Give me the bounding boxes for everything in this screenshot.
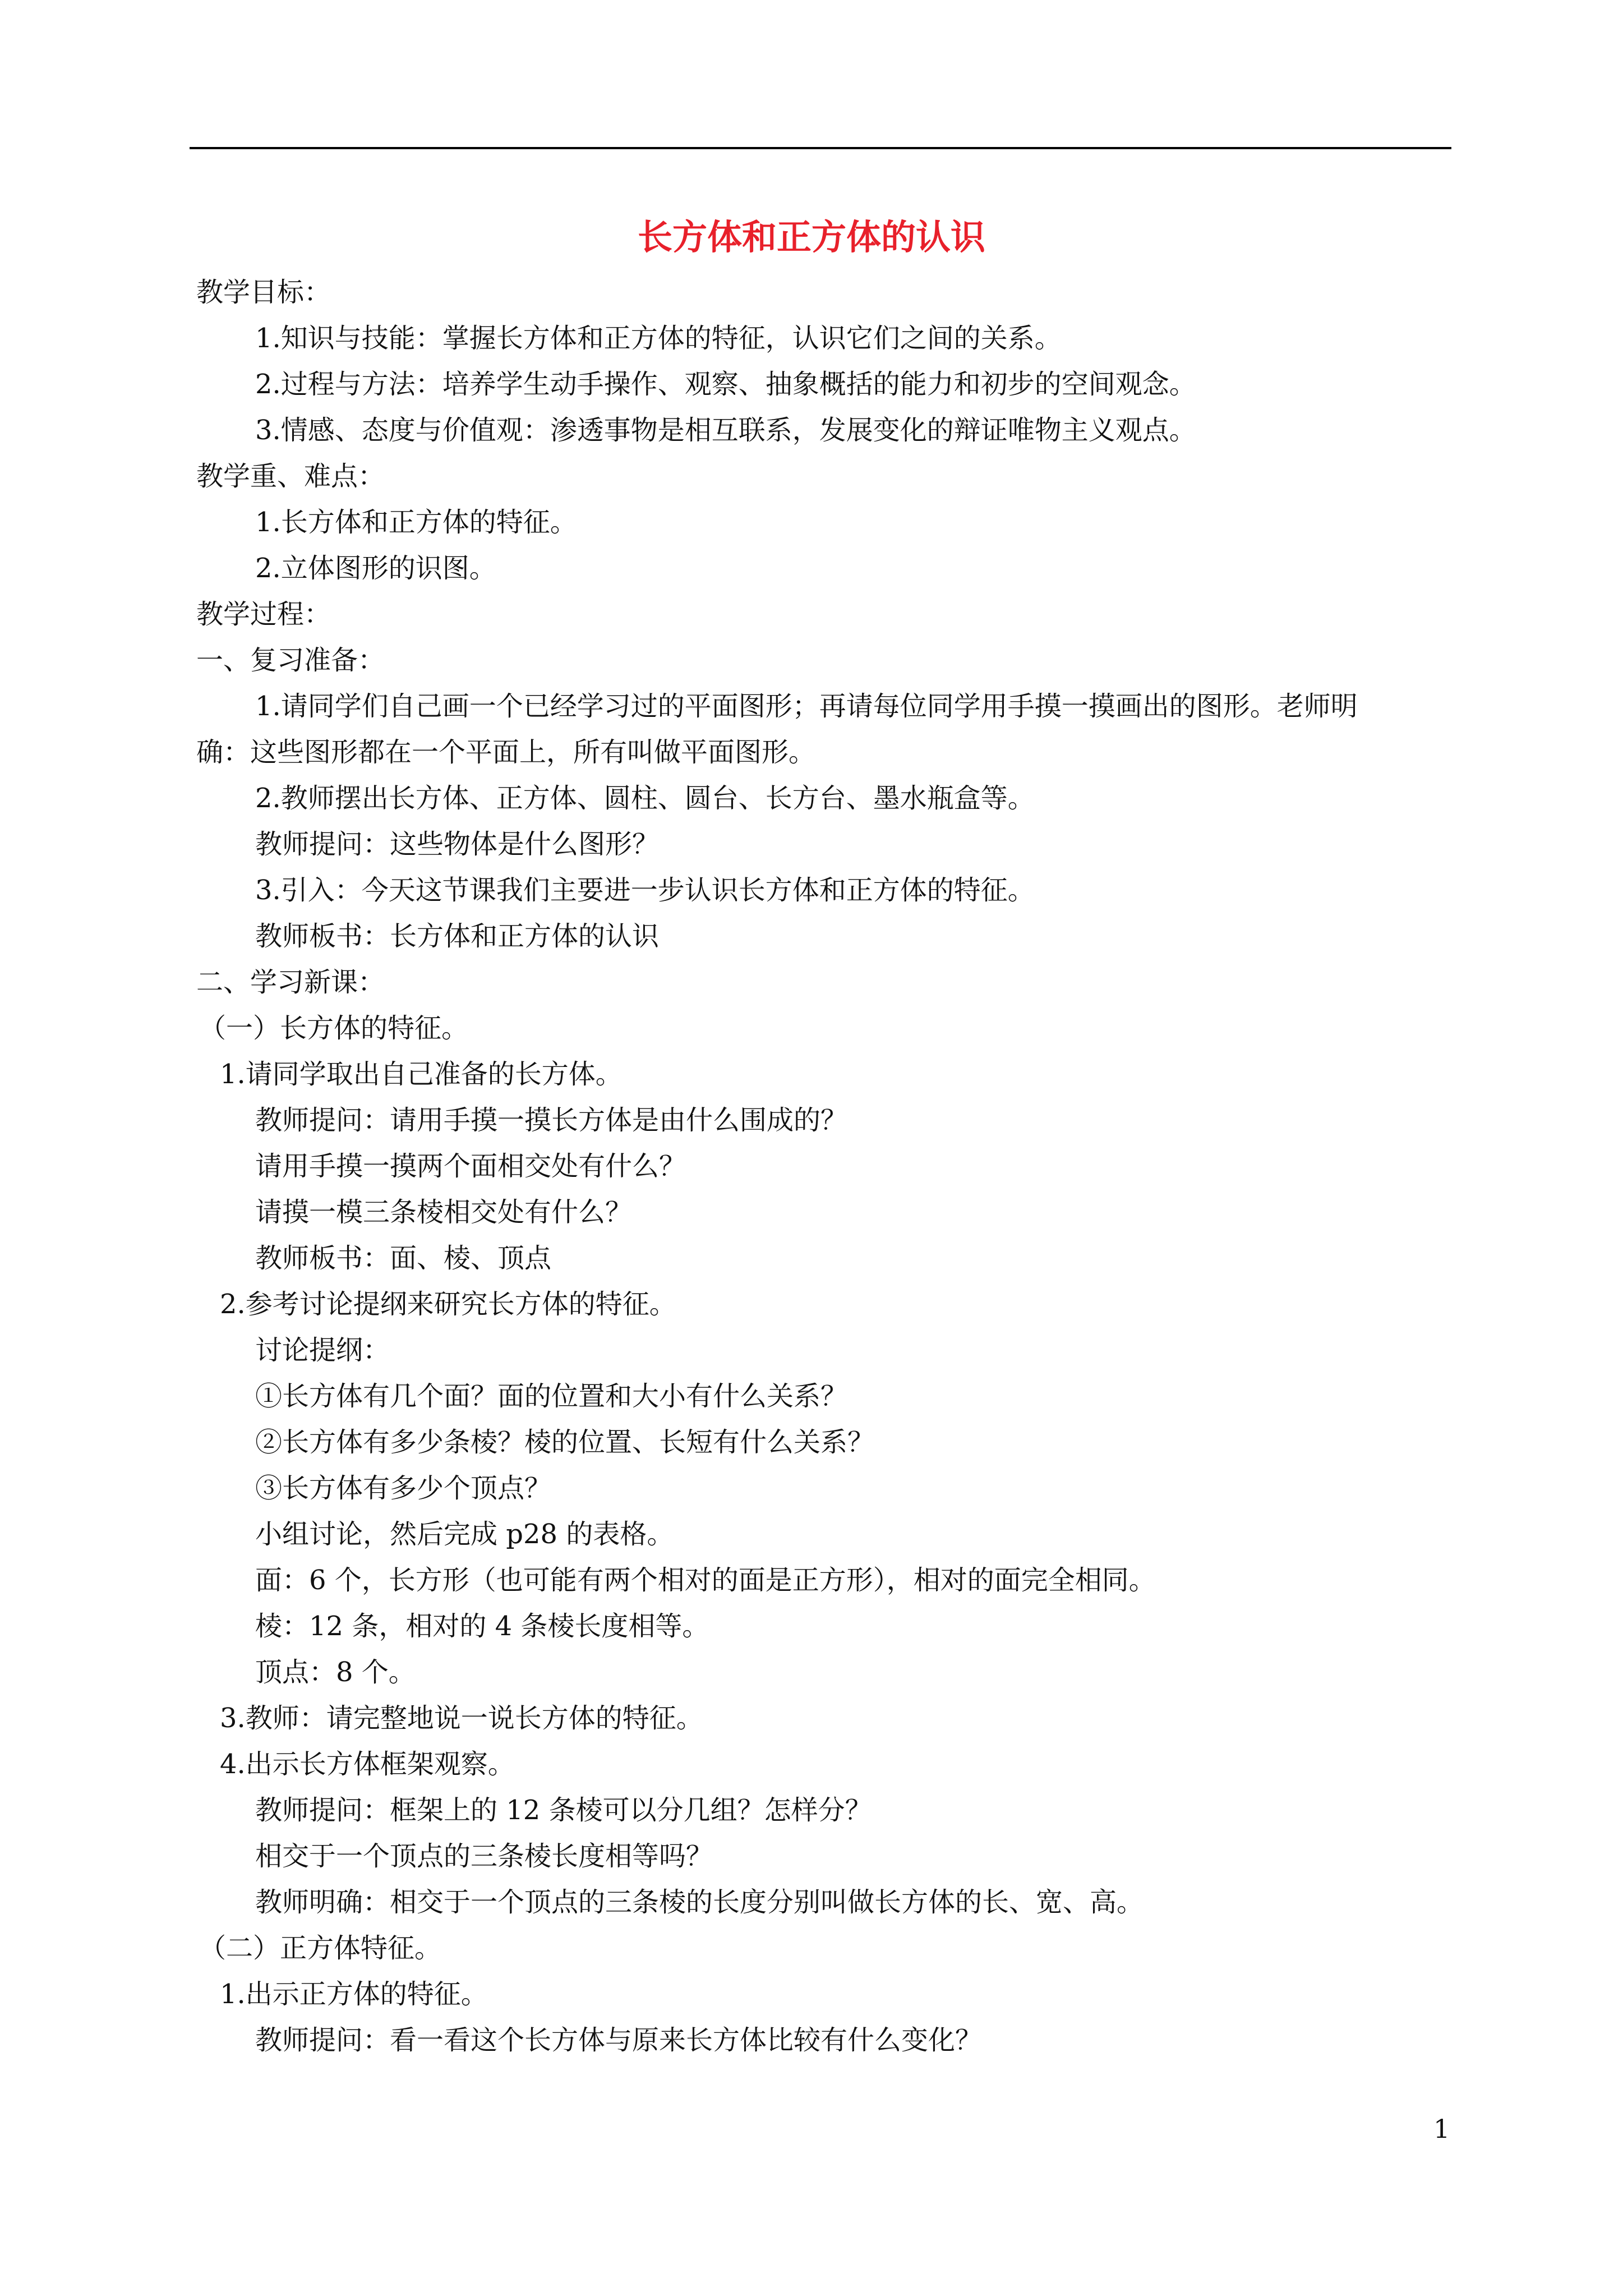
subsection-heading: （二）正方体特征。 <box>199 1932 442 1964</box>
objective-item: 2.过程与方法：培养学生动手操作、观察、抽象概括的能力和初步的空间观念。 <box>255 369 1196 400</box>
body-line: 3.引入：今天这节课我们主要进一步认识长方体和正方体的特征。 <box>255 875 1035 906</box>
subsection-heading: （一）长方体的特征。 <box>199 1013 469 1044</box>
body-line: 请摸一模三条棱相交处有什么？ <box>255 1197 633 1228</box>
body-line: 棱：12 条，相对的 4 条棱长度相等。 <box>255 1611 709 1642</box>
numbered-item: 1.出示正方体的特征。 <box>220 1978 488 2010</box>
document-title: 长方体和正方体的认识 <box>637 217 985 257</box>
body-line: 确：这些图形都在一个平面上，所有叫做平面图形。 <box>196 737 816 768</box>
numbered-item: 2.参考讨论提纲来研究长方体的特征。 <box>220 1289 676 1320</box>
section-heading: 一、复习准备： <box>196 645 385 676</box>
discussion-item: ②长方体有多少条棱？棱的位置、长短有什么关系？ <box>255 1427 875 1458</box>
body-line: 教师提问：框架上的 12 条棱可以分几组？怎样分？ <box>255 1795 872 1826</box>
body-line: 请用手摸一摸两个面相交处有什么？ <box>255 1151 686 1182</box>
body-line: 教师板书：面、棱、顶点 <box>255 1243 552 1274</box>
discussion-item: ③长方体有多少个顶点？ <box>255 1473 552 1504</box>
body-line: 相交于一个顶点的三条棱长度相等吗？ <box>255 1841 713 1872</box>
key-point-item: 1.长方体和正方体的特征。 <box>255 507 577 538</box>
discussion-item: ①长方体有几个面？面的位置和大小有什么关系？ <box>255 1381 848 1412</box>
body-line: 2.教师摆出长方体、正方体、圆柱、圆台、长方台、墨水瓶盒等。 <box>255 783 1035 814</box>
body-line: 教师提问：这些物体是什么图形？ <box>255 829 660 860</box>
section-heading: 二、学习新课： <box>196 967 385 998</box>
body-line: 讨论提纲： <box>255 1335 390 1366</box>
header-rule <box>190 147 1451 149</box>
body-line: 面：6 个，长方形（也可能有两个相对的面是正方形），相对的面完全相同。 <box>255 1565 1156 1596</box>
body-line: 教师明确：相交于一个顶点的三条棱的长度分别叫做长方体的长、宽、高。 <box>255 1887 1144 1918</box>
body-line: 小组讨论，然后完成 p28 的表格。 <box>255 1519 674 1550</box>
body-line: 顶点：8 个。 <box>255 1657 416 1688</box>
heading-key-points: 教学重、难点： <box>196 461 385 492</box>
heading-process: 教学过程： <box>196 599 331 630</box>
numbered-item: 1.请同学取出自己准备的长方体。 <box>220 1059 623 1090</box>
objective-item: 1.知识与技能：掌握长方体和正方体的特征，认识它们之间的关系。 <box>255 323 1062 354</box>
page-number: 1 <box>1433 2114 1450 2144</box>
heading-objectives: 教学目标： <box>196 277 331 308</box>
body-line: 教师板书：长方体和正方体的认识 <box>255 921 660 952</box>
key-point-item: 2.立体图形的识图。 <box>255 553 496 584</box>
numbered-item: 3.教师：请完整地说一说长方体的特征。 <box>220 1703 703 1734</box>
body-line: 教师提问：看一看这个长方体与原来长方体比较有什么变化？ <box>255 2024 983 2056</box>
body-line: 1.请同学们自己画一个已经学习过的平面图形；再请每位同学用手摸一摸画出的图形。老师明 <box>255 691 1358 722</box>
body-line: 教师提问：请用手摸一摸长方体是由什么围成的？ <box>255 1105 848 1136</box>
objective-item: 3.情感、态度与价值观：渗透事物是相互联系，发展变化的辩证唯物主义观点。 <box>255 415 1196 446</box>
numbered-item: 4.出示长方体框架观察。 <box>220 1749 515 1780</box>
